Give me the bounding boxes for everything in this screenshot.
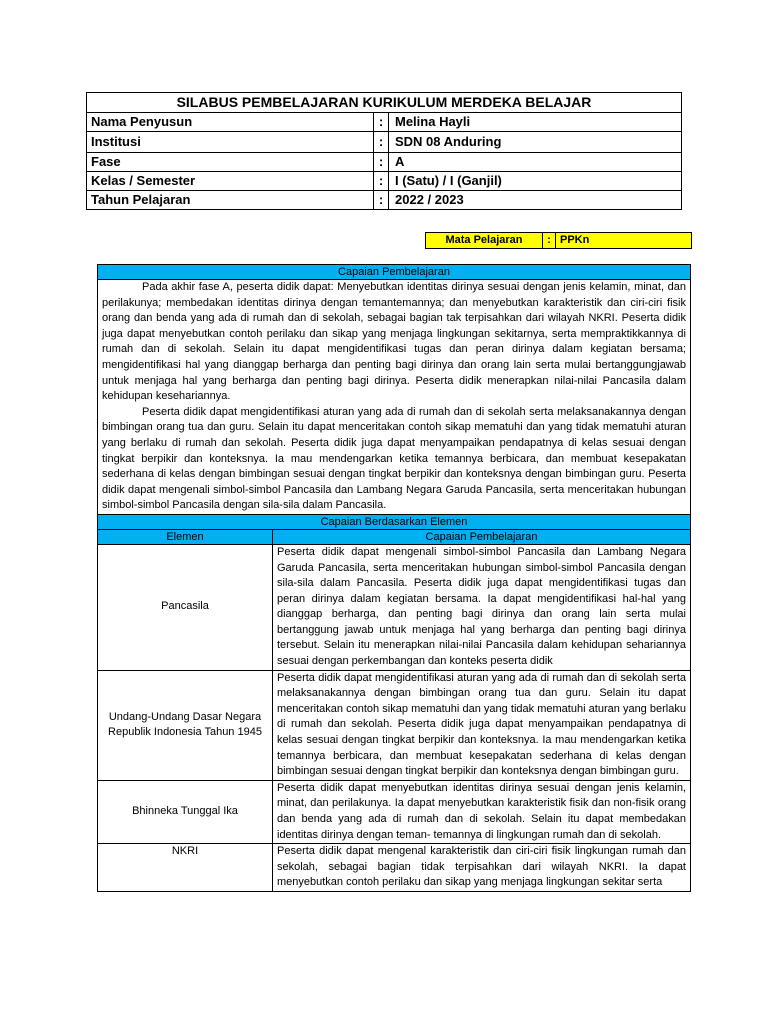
elemen-cell: Pancasila [98, 544, 273, 670]
colon: : [543, 233, 556, 249]
header-table [86, 92, 682, 210]
value-mata-pelajaran: PPKn [556, 233, 692, 249]
value-fase: A [389, 153, 682, 172]
colon: : [374, 153, 389, 172]
capaian-text [98, 280, 691, 515]
capaian-cell: Peserta didik dapat mengidentifikasi aturan yang ada di rumah dan di sekolah serta melaksanakannya dengan bimbingan orang tua dan guru. Selain itu dapat menceritakan contoh sikap mematuhi dan yang tidak mematuhi aturan yang berlaku di rumah dan sekolah. Peserta didik juga dapat menyampaikan pendapatnya di kelas sesuai dengan tingkat berpikir dan konteksnya. Ia mau mendengarkan ketika temannya berbicara, dan membuat kesepakatan sederhana di kelas dengan bimbingan sesuai dengan tingkat berpikir dan konteksnya dengan bimbingan guru. [273, 670, 691, 780]
column-header-capaian: Capaian Pembelajaran [273, 529, 691, 544]
label-tahun-pelajaran: Tahun Pelajaran [87, 191, 374, 210]
elemen-cell: NKRI [98, 844, 273, 892]
value-kelas-semester: I (Satu) / I (Ganjil) [389, 172, 682, 191]
table-row [98, 670, 691, 780]
document-title: SILABUS PEMBELAJARAN KURIKULUM MERDEKA BELAJAR [87, 93, 682, 113]
colon: : [374, 113, 389, 132]
elemen-cell: Undang-Undang Dasar Negara Republik Indonesia Tahun 1945 [98, 670, 273, 780]
label-kelas-semester: Kelas / Semester [87, 172, 374, 191]
label-institusi: Institusi [87, 132, 374, 153]
capaian-cell: Peserta didik dapat mengenal karakteristik dan ciri-ciri fisik lingkungan rumah dan sekolah, sebagai bagian tidak terpisahkan dari wilayah NKRI. Ia dapat menyebutkan contoh perilaku dan sikap yang menjaga lingkungan sekitar serta [273, 844, 691, 892]
value-institusi: SDN 08 Anduring [389, 132, 682, 153]
capaian-cell: Peserta didik dapat mengenali simbol-simbol Pancasila dan Lambang Negara Garuda Pancasila, serta menceritakan hubungan simbol-simbol Pancasila dengan sila-sila dalam Pancasila. Peserta didik juga dapat mengidentifikasi tugas dan peran dirinya dalam kegiatan bersama. Ia dapat mengidentifikasi hal-hal yang dianggap berharga, dan penting bagi dirinya dan orang lain serta mulai bertanggung jawab untuk menjaga hal yang berharga dan penting bagi dirinya tersebut. Selain itu menerapkan nilai-nilai Pancasila dalam kehidupan sehariannya sesuai dengan perkembangan dan konteks peserta didik [273, 544, 691, 670]
value-tahun-pelajaran: 2022 / 2023 [389, 191, 682, 210]
column-header-elemen: Elemen [98, 529, 273, 544]
table-row [98, 844, 691, 892]
capaian-table [97, 264, 691, 892]
label-fase: Fase [87, 153, 374, 172]
colon: : [374, 191, 389, 210]
label-nama-penyusun: Nama Penyusun [87, 113, 374, 132]
elemen-section-heading: Capaian Berdasarkan Elemen [98, 514, 691, 529]
value-nama-penyusun: Melina Hayli [389, 113, 682, 132]
label-mata-pelajaran: Mata Pelajaran [426, 233, 543, 249]
capaian-heading: Capaian Pembelajaran [98, 265, 691, 280]
capaian-paragraph: Peserta didik dapat mengidentifikasi aturan yang ada di rumah dan di sekolah serta melaksanakannya dengan bimbingan orang tua dan guru. Selain itu dapat menceritakan contoh sikap mematuhi dan yang tidak mematuhi aturan yang berlaku di rumah dan sekolah. Peserta didik juga dapat menyampaikan pendapatnya di kelas sesuai dengan tingkat berpikir dan konteksnya. Ia mau mendengarkan ketika temannya berbicara, dan membuat kesepakatan sederhana di kelas dengan bimbingan sesuai dengan tingkat berpikir dan konteksnya dengan bimbingan guru. Peserta didik dapat mengenali simbol-simbol Pancasila dan Lambang Negara Garuda Pancasila, serta menceritakan hubungan simbol-simbol Pancasila dengan sila-sila dalam Pancasila. [102, 405, 686, 512]
table-row [98, 780, 691, 843]
table-row [98, 544, 691, 670]
capaian-paragraph: Pada akhir fase A, peserta didik dapat: Menyebutkan identitas dirinya sesuai dengan jenis kelamin, minat, dan perilakunya; membedakan identitas dirinya dengan temantemannya; dan menyebutkan karakteristik dan ciri-ciri fisik orang dan benda yang ada di rumah dan di sekolah, sebagai bagian tak terpisahkan dari wilayah NKRI. Peserta didik juga dapat menyebutkan contoh perilaku dan sikap yang menjaga lingkungan sekitarnya, serta mempraktikkannya di rumah dan di sekolah. Selain itu dapat mengidentifikasi tugas dan peran dirinya dalam kegiatan bersama; mengidentifikasi hal yang dianggap berharga dan penting bagi dirinya dan orang lain serta mulai bertanggungjawab untuk menjaga hal yang berharga dan penting bagi dirinya. Peserta didik menerapkan nilai-nilai Pancasila dalam kehidupan kesehariannya. [102, 281, 686, 403]
colon: : [374, 172, 389, 191]
capaian-cell: Peserta didik dapat menyebutkan identitas dirinya sesuai dengan jenis kelamin, minat, dan perilakunya. Ia dapat menyebutkan karakteristik fisik dan non-fisik orang dan benda yang ada di rumah dan di sekolah. Selain itu dapat membedakan identitas dirinya dengan teman- temannya di lingkungan rumah dan di sekolah. [273, 780, 691, 843]
colon: : [374, 132, 389, 153]
elemen-cell: Bhinneka Tunggal Ika [98, 780, 273, 843]
subject-table [425, 232, 692, 249]
